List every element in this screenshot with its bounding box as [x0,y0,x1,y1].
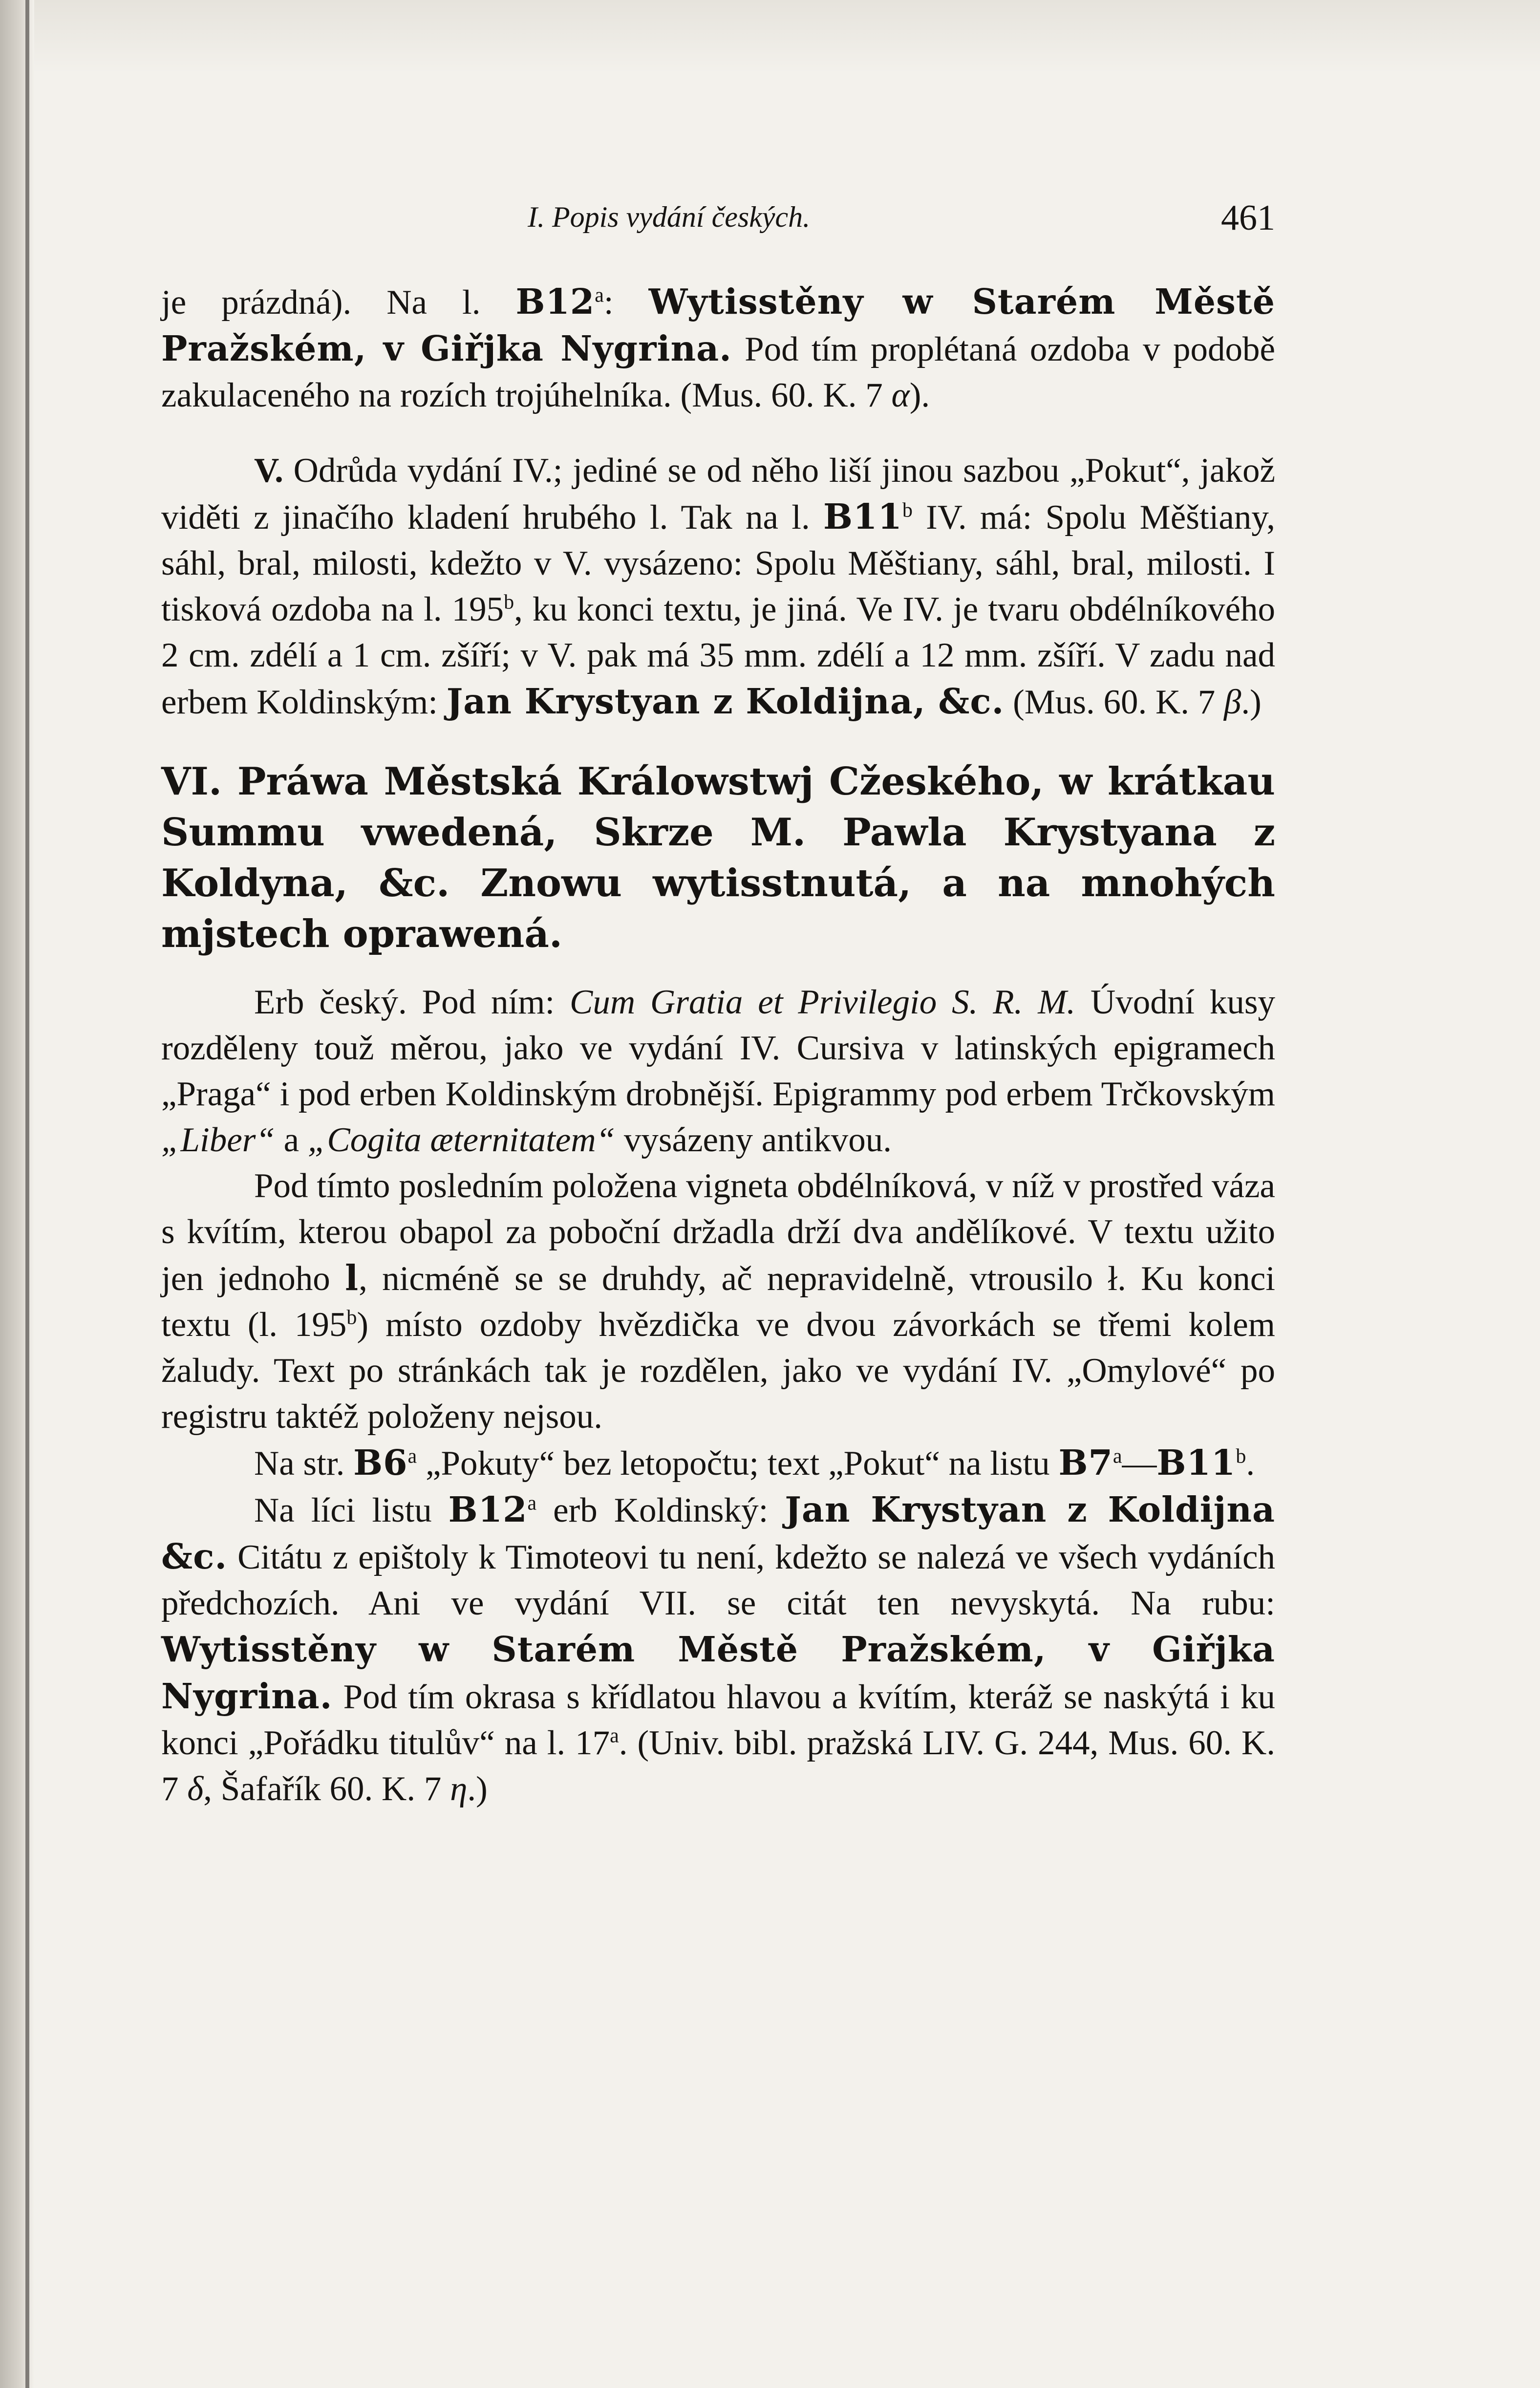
text-run: Pod tímto posledním položena vigneta obdélníková, v níž v prostřed váza s kvítím, kterou obapol za poboční držadla drží dva andělíkové. V textu užito jen jednoho [161,1167,1275,1298]
superscript: b [504,591,514,614]
text-run: Odrůda vydání IV.; jediné se od něho liší jinou sazbou „Pokut“, jakož viděti z jinačího kladení hrubého l. Tak na l. [161,452,1275,537]
folio-ref: B12 [448,1489,528,1530]
folio-ref: B11 [1156,1442,1236,1483]
fraktur-quote: Wytisstěny w Starém Městě Pražském, v Giřjka Nygrina. [161,281,1275,369]
folio-ref: B7 [1058,1442,1113,1483]
text-run: .) [467,1770,488,1808]
text-run: (Mus. 60. K. 7 [1004,683,1224,721]
greek-letter: δ [187,1770,204,1808]
paragraph-1 [161,279,1275,418]
paragraph-variant-v [161,448,1275,725]
folio-ref: B12 [515,281,595,322]
text-run: Pod tím okrasa s křídlatou hlavou a kvítím, kteráž se naskýtá i ku konci „Pořádku titulův“ na l. 17 [161,1678,1275,1762]
italic-quote: „Liber“ [161,1121,275,1159]
paragraph-5 [161,1440,1275,1486]
paragraph-6 [161,1486,1275,1812]
paragraph-3 [161,979,1275,1163]
folio-ref: B11 [823,496,902,537]
section-heading-vi [161,756,1275,960]
running-head-title: I. Popis vydání českých. [528,201,811,233]
body-text [161,279,1275,1812]
scan-top-shadow [0,0,1540,73]
text-run: : [603,283,649,322]
paragraph-4 [161,1163,1275,1440]
text-run: . (Univ. bibl. pražská LIV. G. 244, Mus. 60. K. 7 [161,1724,1275,1808]
greek-letter: β [1224,683,1241,721]
italic-quote: „Cogita æternitatem“ [307,1121,616,1159]
fraktur-quote: Wytisstěny w Starém Městě Pražském, v Giřjka Nygrina. [161,1629,1275,1717]
text-run: „Pokuty“ bez letopočtu; text „Pokut“ na listu [417,1444,1059,1483]
italic-quote: Cum Gratia et Privilegio S. R. M. [570,983,1076,1021]
fraktur-quote: Jan Krystyan z Koldijna &c. [161,1489,1275,1577]
text-run: — [1122,1444,1157,1483]
superscript: a [527,1492,537,1515]
fraktur-letter: l [345,1257,359,1298]
text-run: .) [1241,683,1262,721]
text-run: Erb český. Pod ním: [254,983,570,1021]
superscript: b [346,1306,357,1329]
text-run: Pod tím proplétaná ozdoba v podobě zakulaceného na rozích trojúhelníka. (Mus. 60. K. 7 [161,330,1275,414]
superscript: b [1236,1445,1246,1468]
superscript: a [610,1724,619,1747]
text-run: Citátu z epištoly k Timoteovi tu není, kdežto se nalezá ve všech vydáních předchozích. Ani ve vydání VII. se citát ten nevyskytá. Na rubu: [161,1538,1275,1622]
binding-gutter-line [25,0,29,2388]
section-label: VI. [161,759,222,804]
text-run: ). [909,376,930,414]
book-page [161,200,1275,1812]
superscript: b [902,499,913,522]
greek-letter: η [450,1770,468,1808]
superscript: a [407,1445,417,1468]
text-run: , ku konci textu, je jiná. Ve IV. je tvaru obdélníkového 2 cm. zdélí a 1 cm. zšíří; v V. pak má 35 mm. zdélí a 12 mm. zšíří. V zadu nad erbem Koldinským: [161,590,1275,721]
text-run: , nicméně se se druhdy, ač nepravidelně, vtrousilo ł. Ku konci textu (l. 195 [161,1260,1275,1344]
text-run: a [275,1121,308,1159]
text-run: Na str. [254,1444,354,1483]
running-head [161,200,1275,244]
text-run: IV. má: Spolu Měštiany, sáhl, bral, milosti, kdežto v V. vysázeno: Spolu Měštiany, sáhl, bral, milosti. I tisková ozdoba na l. 195 [161,498,1276,628]
fraktur-quote: Jan Krystyan z Koldijna, &c. [446,681,1005,722]
text-run: erb Koldinský: [536,1491,785,1529]
section-label: V. [254,452,283,490]
greek-letter: α [891,376,910,414]
text-run: vysázeny antikvou. [615,1121,892,1159]
text-run: ) místo ozdoby hvězdička ve dvou závorkách se třemi kolem žaludy. Text po stránkách tak je rozdělen, jako ve vydání IV. „Omylové“ po registru taktéž položeny nejsou. [161,1306,1275,1436]
text-run: . [1246,1444,1255,1483]
page-number: 461 [1221,198,1275,238]
text-run: Na líci listu [254,1491,449,1529]
section-title-fraktur: Práwa Městská Králowstwj Cžeského, w krátkau Summu vwedená, Skrze M. Pawla Krystyana z Koldyna, &c. Znowu wytisstnutá, a na mnohých mjstech oprawená. [161,759,1275,956]
superscript: a [595,284,604,307]
folio-ref: B6 [353,1442,408,1483]
text-run: , Šafařík 60. K. 7 [203,1770,450,1808]
text-run: je prázdná). Na l. [161,283,516,322]
superscript: a [1112,1445,1122,1468]
text-run: Úvodní kusy rozděleny touž měrou, jako ve vydání IV. Cursiva v latinských epigramech „Praga“ i pod erben Koldinským drobnější. Epigrammy pod erbem Trčkovským [161,983,1275,1113]
